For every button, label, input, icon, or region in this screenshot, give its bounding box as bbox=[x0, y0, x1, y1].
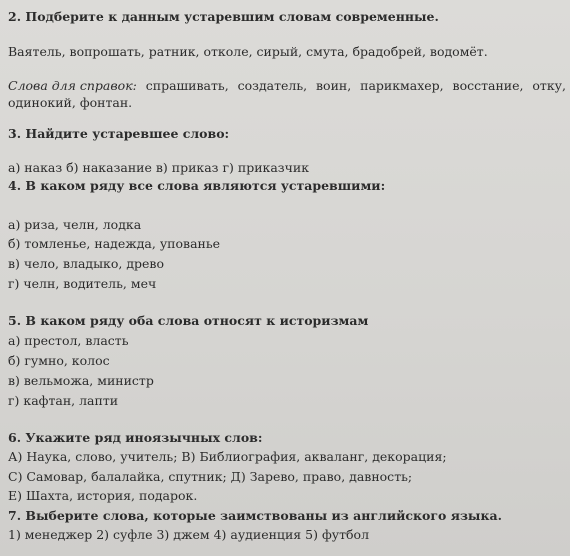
task7-heading: 7. Выберите слова, которые заимствованы из английского языка. bbox=[8, 508, 502, 523]
task5-option: г) кафтан, лапти bbox=[8, 393, 119, 408]
task3-heading: 3. Найдите устаревшее слово: bbox=[8, 126, 230, 141]
task2-reference-line bbox=[8, 78, 566, 94]
task2-ref-word: отку, bbox=[532, 78, 566, 93]
task6-option: С) Самовар, балалайка, спутник; Д) Зарево, право, давность; bbox=[8, 469, 413, 484]
task4-option: г) челн, водитель, меч bbox=[8, 276, 157, 291]
task2-reference-line-2: одинокий, фонтан. bbox=[8, 95, 133, 110]
task4-option: б) томленье, надежда, упованье bbox=[8, 236, 221, 251]
task2-ref-word: парикмахер, bbox=[360, 78, 444, 93]
task6-heading: 6. Укажите ряд иноязычных слов: bbox=[8, 430, 263, 445]
task4-heading: 4. В каком ряду все слова являются устаревшими: bbox=[8, 178, 386, 193]
task5-option: а) престол, власть bbox=[8, 333, 129, 348]
task2-ref-word: воин, bbox=[316, 78, 352, 93]
task4-option: а) риза, челн, лодка bbox=[8, 217, 142, 232]
task2-heading: 2. Подберите к данным устаревшим словам современные. bbox=[8, 9, 439, 24]
task5-option: в) вельможа, министр bbox=[8, 373, 154, 388]
task4-option: в) чело, владыко, древо bbox=[8, 256, 164, 271]
task3-options: а) наказ б) наказание в) приказ г) приказчик bbox=[8, 160, 310, 175]
task2-reference-label: Слова для справок: bbox=[8, 78, 137, 93]
task2-ref-word: восстание, bbox=[452, 78, 524, 93]
task5-heading: 5. В каком ряду оба слова относят к историзмам bbox=[8, 313, 369, 328]
task6-option: Е) Шахта, история, подарок. bbox=[8, 488, 198, 503]
task7-options: 1) менеджер 2) суфле 3) джем 4) аудиенция 5) футбол bbox=[8, 527, 370, 542]
task2-words: Ваятель, вопрошать, ратник, отколе, сирый, смута, брадобрей, водомёт. bbox=[8, 44, 488, 59]
task6-option: А) Наука, слово, учитель; В) Библиография, акваланг, декорация; bbox=[8, 449, 447, 464]
task5-option: б) гумно, колос bbox=[8, 353, 110, 368]
task2-ref-word: создатель, bbox=[237, 78, 308, 93]
task2-ref-word: спрашивать, bbox=[145, 78, 229, 93]
